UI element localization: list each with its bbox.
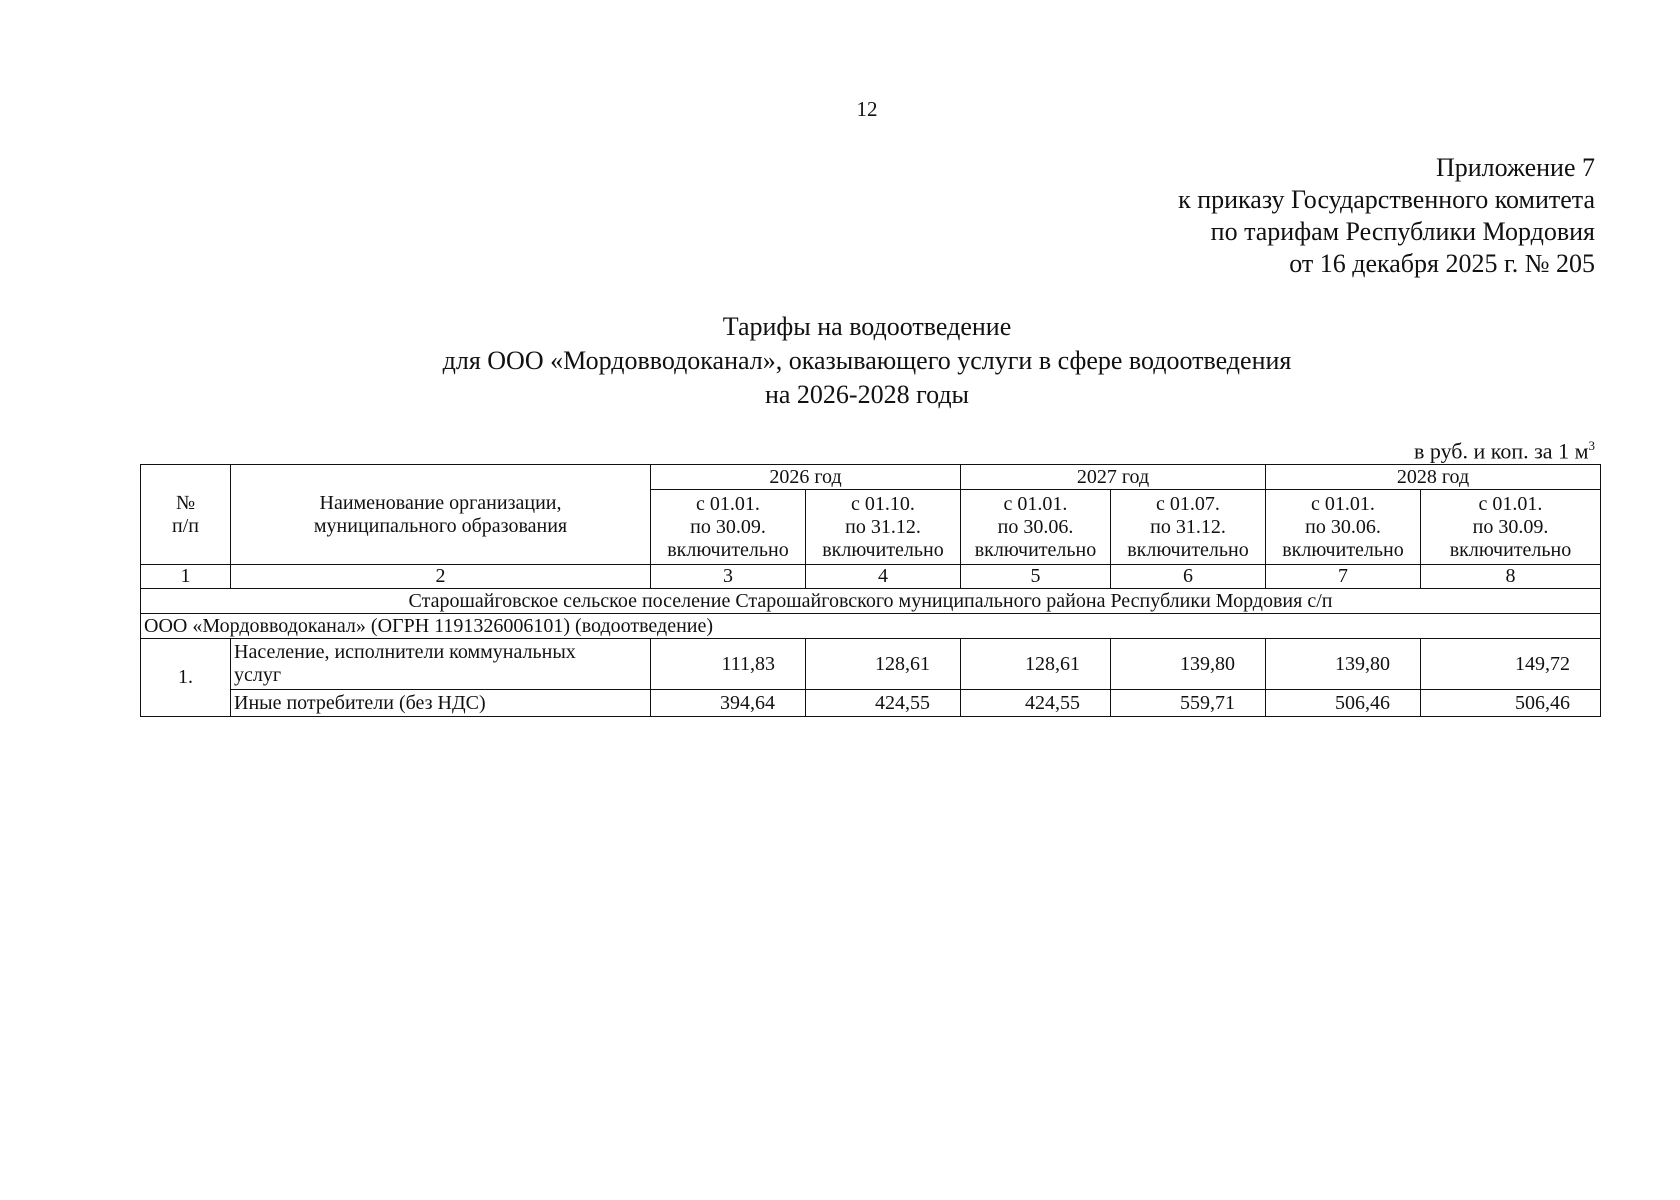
appendix-line-2: к приказу Государственного комитета (1178, 185, 1595, 214)
header-name-line-2: муниципального образования (313, 514, 568, 537)
table-row (141, 690, 1601, 717)
column-index-row (141, 565, 1601, 589)
column-index-3: 3 (651, 565, 806, 589)
header-row-years (141, 465, 1601, 490)
tariff-value: 394,64 (651, 690, 806, 717)
period-3-incl: включительно (974, 538, 1097, 561)
header-year-2028: 2028 год (1266, 465, 1601, 490)
tariff-value: 149,72 (1421, 639, 1601, 690)
organization-cell: ООО «Мордовводоканал» (ОГРН 1191326006101) (водоотведение) (141, 614, 1601, 639)
tariff-value: 111,83 (651, 639, 806, 690)
period-4-from: с 01.07. (1156, 492, 1220, 515)
appendix-line-4: от 16 декабря 2025 г. № 205 (1289, 249, 1595, 278)
table-row (141, 639, 1601, 690)
appendix-line-3: по тарифам Республики Мордовия (1210, 217, 1595, 246)
units-text: в руб. и коп. за 1 м (1414, 438, 1589, 464)
tariff-value: 506,46 (1421, 690, 1601, 717)
column-index-7: 7 (1266, 565, 1421, 589)
header-number (141, 465, 231, 565)
tariff-value: 559,71 (1111, 690, 1266, 717)
tariff-value: 424,55 (806, 690, 961, 717)
period-1-from: с 01.01. (696, 492, 760, 515)
period-2-to: по 31.12. (845, 515, 921, 538)
period-2-from: с 01.10. (851, 492, 915, 515)
title-line-3: на 2026-2028 годы (764, 380, 970, 409)
settlement-row (141, 589, 1601, 614)
period-6-to: по 30.09. (1472, 515, 1549, 538)
header-year-2026: 2026 год (651, 465, 961, 490)
header-period-4 (1111, 490, 1266, 565)
header-period-5 (1266, 490, 1421, 565)
header-period-3 (961, 490, 1111, 565)
period-6-incl: включительно (1449, 538, 1572, 561)
period-4-incl: включительно (1127, 538, 1249, 561)
header-year-2027: 2027 год (961, 465, 1266, 490)
consumer-name-population-line-1: Население, исполнители коммунальных (234, 641, 576, 663)
column-index-6: 6 (1111, 565, 1266, 589)
period-1-incl: включительно (667, 538, 789, 561)
tariff-value: 128,61 (961, 639, 1111, 690)
appendix-block (1178, 152, 1595, 280)
appendix-line-1: Приложение 7 (1435, 153, 1595, 182)
organization-row (141, 614, 1601, 639)
page-number: 12 (856, 97, 878, 121)
period-5-to: по 30.06. (1305, 515, 1381, 538)
settlement-cell: Старошайговское сельское поселение Старошайговского муниципального района Республики Мордовия с/п (141, 589, 1601, 614)
period-2-incl: включительно (822, 538, 944, 561)
tariff-value: 506,46 (1266, 690, 1421, 717)
header-period-2 (806, 490, 961, 565)
period-3-from: с 01.01. (1003, 492, 1068, 515)
period-3-to: по 30.06. (997, 515, 1074, 538)
period-5-from: с 01.01. (1311, 492, 1375, 515)
consumer-name-population (231, 639, 651, 690)
column-index-5: 5 (961, 565, 1111, 589)
units-superscript: 3 (1588, 438, 1595, 453)
tariff-value: 424,55 (961, 690, 1111, 717)
tariff-table (140, 464, 1601, 717)
header-number-line-1: № (175, 491, 196, 514)
column-index-4: 4 (806, 565, 961, 589)
consumer-name-population-line-2: услуг (234, 664, 282, 686)
column-index-1: 1 (141, 565, 231, 589)
header-number-line-2: п/п (172, 514, 199, 537)
title-line-2: для ООО «Мордовводоканал», оказывающего услуги в сфере водоотведения (442, 346, 1292, 375)
period-4-to: по 31.12. (1150, 515, 1226, 538)
period-6-from: с 01.01. (1478, 492, 1543, 515)
document-title (0, 310, 1680, 412)
title-line-1: Тарифы на водоотведение (722, 312, 1012, 341)
column-index-2: 2 (231, 565, 651, 589)
tariff-value: 139,80 (1266, 639, 1421, 690)
units-note (1414, 438, 1595, 464)
header-period-1 (651, 490, 806, 565)
tariff-value: 128,61 (806, 639, 961, 690)
column-index-8: 8 (1421, 565, 1601, 589)
period-1-to: по 30.09. (690, 515, 766, 538)
header-name (231, 465, 651, 565)
row-number: 1. (141, 639, 231, 717)
consumer-name-other: Иные потребители (без НДС) (231, 690, 651, 717)
header-period-6 (1421, 490, 1601, 565)
header-name-line-1: Наименование организации, (319, 491, 562, 514)
period-5-incl: включительно (1282, 538, 1404, 561)
tariff-value: 139,80 (1111, 639, 1266, 690)
